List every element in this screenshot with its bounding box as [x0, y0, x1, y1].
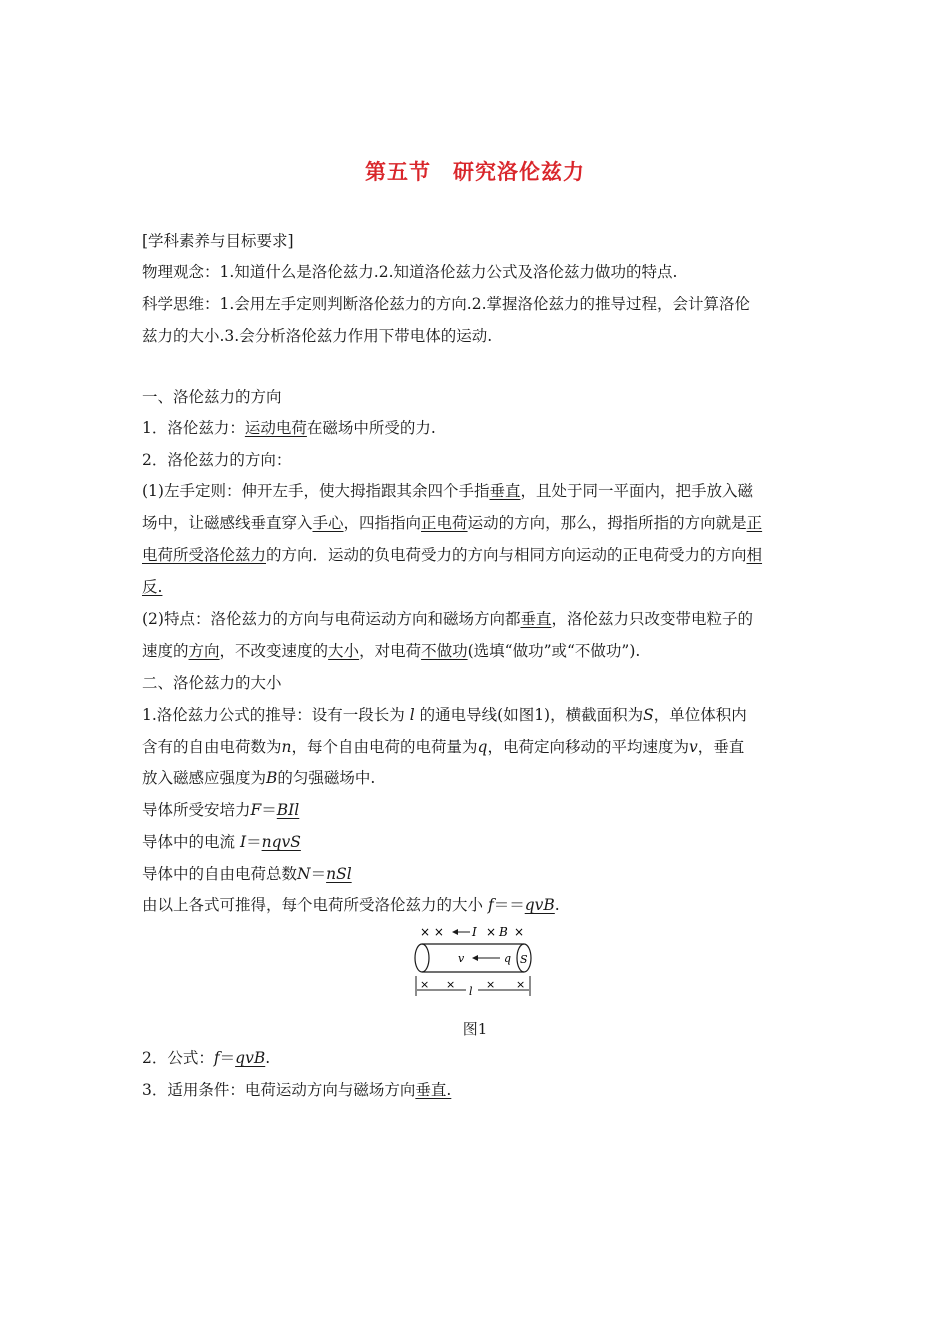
var: q [477, 738, 488, 756]
left-hand-rule-line-3 [142, 545, 762, 565]
text: 导体所受安培力 [142, 801, 251, 819]
var: f [487, 896, 494, 914]
text: 放入磁感应强度为 [142, 769, 267, 787]
var: I [239, 833, 247, 851]
feature-line-1 [142, 609, 753, 629]
derivation-line-1 [142, 705, 747, 725]
text: ＝ [261, 801, 277, 819]
answer-moving-charge: 运动电荷 [244, 419, 307, 437]
text: (1)左手定则：伸开左手，使大拇指跟其余四个手指 [142, 482, 490, 500]
var: f [213, 1049, 220, 1067]
arrow-head-icon [452, 929, 458, 935]
goal-science-thinking-1: 科学思维：1.会用左手定则判断洛伦兹力的方向.2.掌握洛伦兹力的推导过程，会计算洛伦 [142, 295, 751, 313]
text: ，单位体积内 [653, 706, 747, 724]
definition-line [142, 418, 436, 438]
text: ，四指指向 [343, 514, 422, 532]
text: . [265, 1049, 271, 1067]
var: F [250, 801, 262, 819]
answer: 正 [746, 514, 763, 532]
label-q: q [504, 952, 512, 965]
field-cross-mark: × [486, 978, 496, 991]
answer: 垂直 [520, 610, 552, 628]
text: 速度的 [142, 642, 189, 660]
var: S [643, 706, 654, 724]
text: ，不改变速度的 [219, 642, 329, 660]
derivation-line-2 [142, 737, 744, 757]
var: N [297, 865, 311, 883]
text: 含有的自由电荷数为 [142, 738, 282, 756]
text: ，垂直 [697, 738, 745, 756]
field-cross-mark: × [420, 978, 430, 991]
text: 1．洛伦兹力： [142, 419, 245, 437]
field-cross-mark: × [446, 978, 456, 991]
answer: 垂直 [489, 482, 521, 500]
formula-ampere [142, 800, 299, 820]
text: 3．适用条件：电荷运动方向与磁场方向 [142, 1081, 416, 1099]
text: ＝ [310, 865, 327, 883]
answer: 手心 [312, 514, 344, 532]
answer: qvB [524, 896, 555, 914]
label-S: S [520, 953, 528, 966]
answer: 相 [746, 546, 763, 564]
cylinder-left-end [415, 944, 429, 972]
answer: nqvS [261, 833, 301, 851]
label-B: B [499, 925, 508, 939]
conductor-figure [408, 924, 542, 998]
var: B [266, 769, 278, 787]
direction-subheading: 2．洛伦兹力的方向： [142, 451, 292, 469]
text: 1.洛伦兹力公式的推导：设有一段长为 [142, 706, 405, 724]
derivation-line-3 [142, 768, 375, 788]
answer: 方向 [188, 642, 220, 660]
var: n [281, 738, 292, 756]
text: (2)特点：洛伦兹力的方向与电荷运动方向和磁场方向都 [142, 610, 521, 628]
answer: 正电荷 [421, 514, 468, 532]
text: 的通电导线(如图1)，横截面积为 [419, 706, 644, 724]
field-cross-mark: × [516, 978, 526, 991]
goal-physics-concept: 物理观念：1.知道什么是洛伦兹力.2.知道洛伦兹力公式及洛伦兹力做功的特点. [142, 263, 678, 281]
label-l: l [469, 985, 473, 998]
text: ，且处于同一平面内，把手放入磁 [520, 482, 753, 500]
text: ，对电荷 [359, 642, 422, 660]
formula-line [142, 1048, 270, 1068]
var: l [409, 706, 415, 724]
field-cross-marks: × × [420, 925, 444, 939]
formula-current [142, 832, 301, 852]
field-cross-mark: × [514, 925, 525, 939]
formula-lorentz-derived [142, 895, 560, 915]
var: v [688, 738, 698, 756]
text: 导体中的自由电荷总数 [142, 865, 298, 883]
text: 的匀强磁场中. [277, 769, 376, 787]
answer: 不做功 [421, 642, 468, 660]
text: ＝ [246, 833, 262, 851]
answer: 电荷所受洛伦兹力 [142, 546, 267, 564]
page-title: 第五节 研究洛伦兹力 [365, 160, 585, 184]
answer: 大小 [328, 642, 360, 660]
text: 运动的方向，那么，拇指所指的方向就是 [467, 514, 747, 532]
left-hand-rule-line-4 [142, 577, 162, 597]
label-I: I [472, 925, 477, 939]
text: 的方向．运动的负电荷受力的方向与相同方向运动的正电荷受力的方向 [266, 546, 747, 564]
text: 由以上各式可推得，每个电荷所受洛伦兹力的大小 [142, 896, 484, 914]
text: . [554, 896, 560, 914]
left-hand-rule-line-2 [142, 513, 762, 533]
label-v: v [458, 952, 465, 965]
text: ，电荷定向移动的平均速度为 [487, 738, 689, 756]
text: ，每个自由电荷的电荷量为 [291, 738, 478, 756]
text: (选填“做功”或“不做功”). [467, 642, 641, 660]
figure-caption: 图1 [462, 1020, 488, 1038]
text: 场中，让磁感线垂直穿入 [142, 514, 313, 532]
answer: 垂直. [415, 1081, 452, 1099]
field-cross-mark: × [486, 925, 497, 939]
text: 导体中的电流 [142, 833, 236, 851]
answer: qvB [235, 1049, 266, 1067]
text: 2．公式： [142, 1049, 214, 1067]
condition-line [142, 1080, 451, 1100]
answer: nSl [326, 865, 352, 883]
goal-science-thinking-2: 兹力的大小.3.会分析洛伦兹力作用下带电体的运动. [142, 327, 493, 345]
formula-charge-count [142, 864, 352, 884]
text: 在磁场中所受的力. [306, 419, 436, 437]
left-hand-rule-line-1 [142, 481, 753, 501]
text: ，洛伦兹力只改变带电粒子的 [551, 610, 753, 628]
section-heading-magnitude: 二、洛伦兹力的大小 [142, 674, 282, 692]
goals-header: [学科素养与目标要求] [142, 232, 294, 250]
text: ＝ [219, 1049, 236, 1067]
arrow-head-icon [472, 955, 478, 961]
answer: 反. [142, 578, 163, 596]
text: ＝＝ [493, 896, 525, 914]
answer: BIl [276, 801, 300, 819]
section-heading-direction: 一、洛伦兹力的方向 [142, 388, 282, 406]
feature-line-2 [142, 641, 640, 661]
